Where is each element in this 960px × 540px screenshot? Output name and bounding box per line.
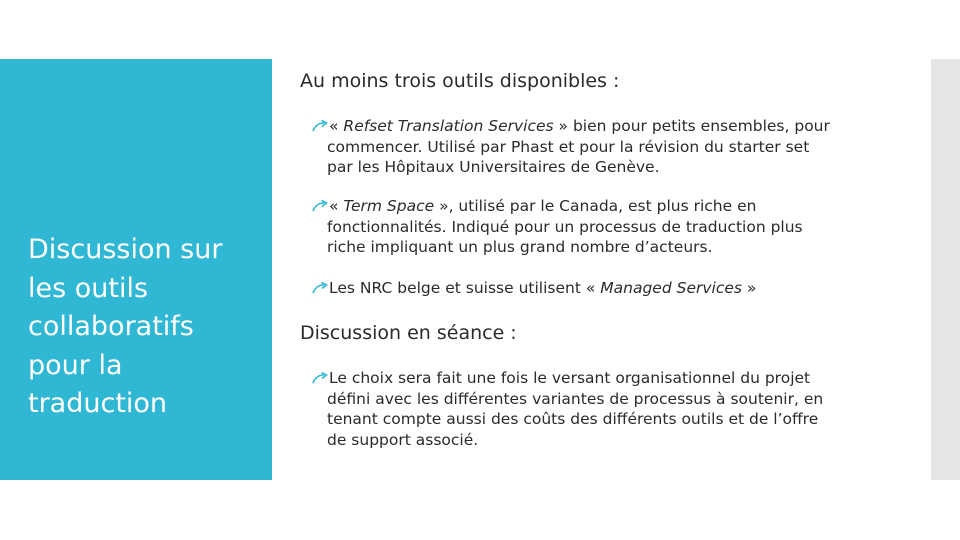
bullet-text: fonctionnalités. Indiqué pour un processus de traduction plus <box>327 217 803 236</box>
bullet-text: défini avec les différentes variantes de processus à soutenir, en <box>327 389 824 408</box>
bullet-line <box>312 430 912 451</box>
bullet-line <box>312 137 912 158</box>
section-heading: Discussion en séance : <box>300 322 517 344</box>
bullet-line <box>312 196 912 217</box>
bullet-item <box>312 368 912 450</box>
bullet-text: » bien pour petits ensembles, pour <box>553 117 830 135</box>
bullet-text: « <box>329 197 344 215</box>
bullet-text: par les Hôpitaux Universitaires de Genève. <box>327 158 660 176</box>
bullet-line <box>312 409 912 430</box>
bullet-item <box>312 116 912 178</box>
bullet-line <box>312 389 912 410</box>
bullet-text: » <box>741 279 757 297</box>
bullet-text: tenant compte aussi des coûts des différents outils et de l’offre <box>327 410 819 428</box>
bullet-text: de support associé. <box>327 430 479 449</box>
arrow-bullet-icon <box>312 120 329 132</box>
bullet-emphasis: Managed Services <box>600 279 742 297</box>
bullet-text: riche impliquant un plus grand nombre d’acteurs. <box>327 238 713 256</box>
arrow-bullet-icon <box>312 372 329 384</box>
bullet-line <box>312 237 912 258</box>
bullet-emphasis: Refset Translation Services <box>343 117 554 135</box>
bullet-line <box>312 116 912 137</box>
section-heading: Au moins trois outils disponibles : <box>300 70 620 92</box>
bullet-line <box>312 217 912 238</box>
slide-title-line: Discussion sur <box>28 234 223 265</box>
slide-title-line: les outils <box>28 272 149 304</box>
bullet-line <box>312 157 912 178</box>
bullet-line <box>312 368 912 389</box>
arrow-bullet-icon <box>312 282 329 294</box>
bullet-text: « <box>329 117 344 135</box>
bullet-text: Le choix sera fait une fois le versant organisationnel du projet <box>329 369 811 387</box>
arrow-bullet-icon <box>312 200 329 212</box>
bullet-item <box>312 278 912 299</box>
bullet-line <box>312 278 912 299</box>
bullet-text: », utilisé par le Canada, est plus riche en <box>434 197 757 215</box>
bullet-text: Les NRC belge et suisse utilisent « <box>329 279 601 297</box>
bullet-emphasis: Term Space <box>343 197 435 215</box>
slide-title-line: collaboratifs <box>28 311 194 342</box>
bullet-item <box>312 196 912 258</box>
bullet-text: commencer. Utilisé par Phast et pour la révision du starter set <box>327 137 810 156</box>
slide-title-line: traduction <box>28 388 168 419</box>
slide-title-line: pour la <box>28 349 123 381</box>
